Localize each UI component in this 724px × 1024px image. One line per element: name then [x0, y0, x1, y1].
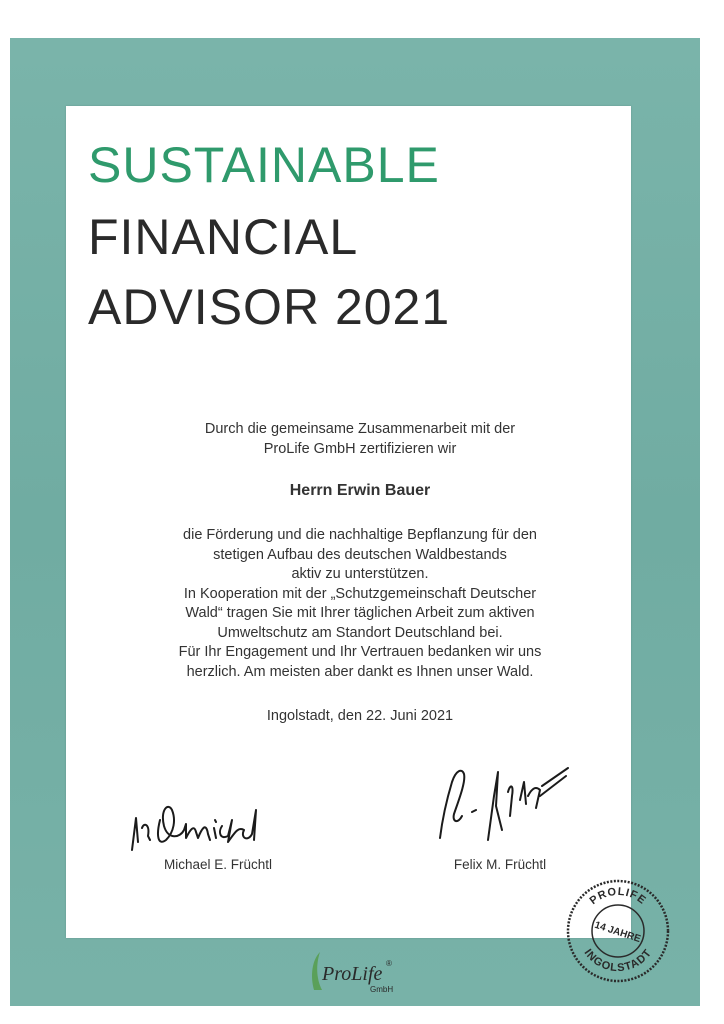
stamp-bottom-text: INGOLSTADT: [581, 946, 655, 975]
signature-michael: [124, 780, 294, 860]
title-advisor-year: ADVISOR 2021: [88, 279, 451, 335]
intro-line: Durch die gemeinsame Zusammenarbeit mit der: [204, 421, 516, 437]
intro-text: [100, 420, 620, 459]
body-line: Umweltschutz am Standort Deutschland bei.: [217, 624, 503, 641]
body-line: die Förderung und die nachhaltige Bepflanzung für den: [183, 527, 537, 543]
logo-registered-mark: ®: [386, 959, 392, 968]
body-line: stetigen Aufbau des deutschen Waldbestands: [213, 546, 507, 563]
signature-felix: [428, 752, 573, 847]
stamp-top-text: PROLIFE: [587, 885, 649, 908]
stamp-center-text: 14 JAHRE: [593, 919, 642, 946]
signer-name-1: Michael E. Früchtl: [163, 857, 273, 872]
svg-text:PROLIFE: [588, 886, 649, 907]
body-line: aktiv zu unterstützen.: [291, 566, 429, 582]
logo-gmbh-text: GmbH: [370, 985, 394, 994]
signer-name-2: Felix M. Früchtl: [453, 857, 547, 872]
title-sustainable: SUSTAINABLE: [88, 137, 440, 193]
svg-text:INGOLSTADT: [582, 947, 655, 974]
body-line: Für Ihr Engagement und Ihr Vertrauen bedanken wir uns: [178, 644, 542, 660]
place-date: Ingolstadt, den 22. Juni 2021: [266, 708, 454, 724]
logo-brand-text: ProLife: [322, 963, 383, 985]
body-line: Wald“ tragen Sie mit Ihrer täglichen Arbeit zum aktiven: [185, 605, 535, 621]
stamp-seal-icon: [564, 877, 672, 985]
intro-line: ProLife GmbH zertifizieren wir: [263, 440, 457, 457]
body-line: herzlich. Am meisten aber dankt es Ihnen unser Wald.: [186, 663, 534, 680]
body-line: In Kooperation mit der „Schutzgemeinschaft Deutscher: [183, 585, 537, 602]
certificate-body: [100, 526, 620, 682]
recipient-name: Herrn Erwin Bauer: [289, 482, 431, 499]
prolife-logo: [300, 946, 410, 998]
title-financial: FINANCIAL: [88, 209, 359, 265]
